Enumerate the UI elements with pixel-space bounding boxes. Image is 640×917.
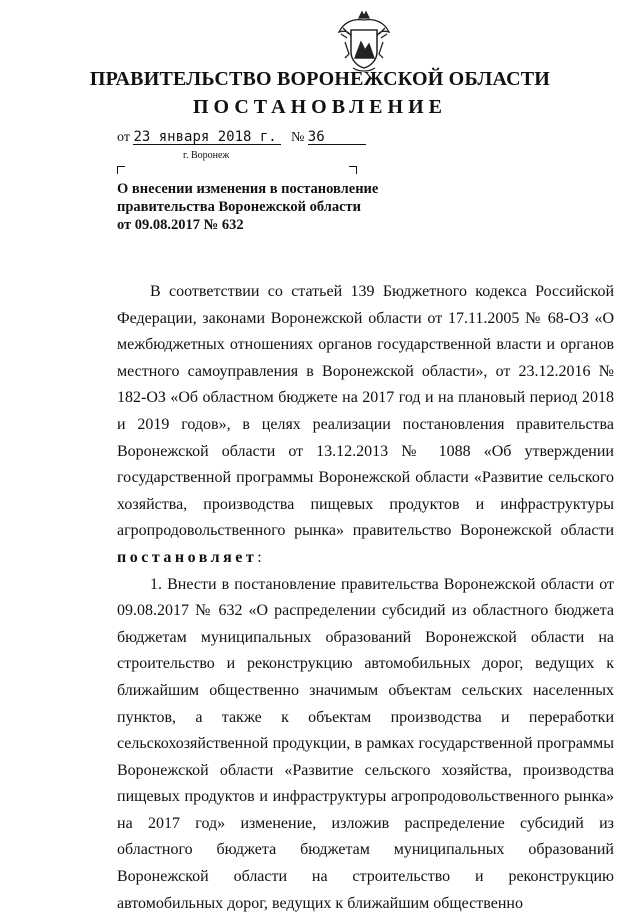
document-date: 23 января 2018 г. — [133, 131, 281, 145]
document-type: ПОСТАНОВЛЕНИЕ — [193, 96, 447, 118]
clause-paragraph: 1. Внести в постановление правительства Воронежской области от 09.08.2017 № 632 «О распределении субсидий из областного бюджета бюджетам муниципальных образований Воронежской области на строительство и реконструкцию автомобильных дорог, ведущих к ближайшим общественно значимым объектам сельских населенных пунктов, а также к объектам производства и переработки сельскохозяйственной продукции, в рамках государственной программы Воронежской области «Развитие сельского хозяйства, производства пищевых продуктов и инфраструктуры агропродовольственного рынка» на 2017 год» изменение, изложив распределение субсидий из областного бюджета бюджетам муниципальных образований Воронежской области на строительство и реконструкцию автомобильных дорог, ведущих к ближайшим общественно — [117, 575, 614, 912]
right-corner-bracket — [349, 166, 357, 174]
left-corner-bracket — [117, 166, 125, 174]
government-title: ПРАВИТЕЛЬСТВО ВОРОНЕЖСКОЙ ОБЛАСТИ — [89, 68, 551, 90]
subject-line: от 09.08.2017 № 632 — [117, 217, 244, 233]
coat-of-arms-emblem — [331, 8, 397, 74]
resolution-word: постановляет — [117, 548, 258, 566]
date-line — [117, 130, 366, 146]
document-body — [117, 279, 614, 917]
document-subject — [117, 180, 378, 234]
number-label: № — [290, 130, 305, 145]
date-prefix: от — [117, 130, 130, 145]
document-number: 36 — [308, 131, 366, 145]
subject-line: О внесении изменения в постановление — [117, 181, 379, 197]
subject-line: правительства Воронежской области — [117, 199, 362, 215]
preamble-paragraph: В соответствии со статьей 139 Бюджетного кодекса Российской Федерации, законами Воронежской области от 17.11.2005 № 68-ОЗ «О межбюджетных отношениях органов государственной власти и органов местного самоуправления в Воронежской области», от 23.12.2016 № 182-ОЗ «Об областном бюджете на 2017 год и на плановый период 2018 и 2019 годов», в целях реализации постановления правительства Воронежской области от 13.12.2013 № 1088 «Об утверждении государственной программы Воронежской области «Развитие сельского хозяйства, производства пищевых продуктов и инфраструктуры агропродовольственного рынка» правительство Воронежской области постановляет: — [117, 283, 614, 566]
city: г. Воронеж — [183, 150, 230, 161]
